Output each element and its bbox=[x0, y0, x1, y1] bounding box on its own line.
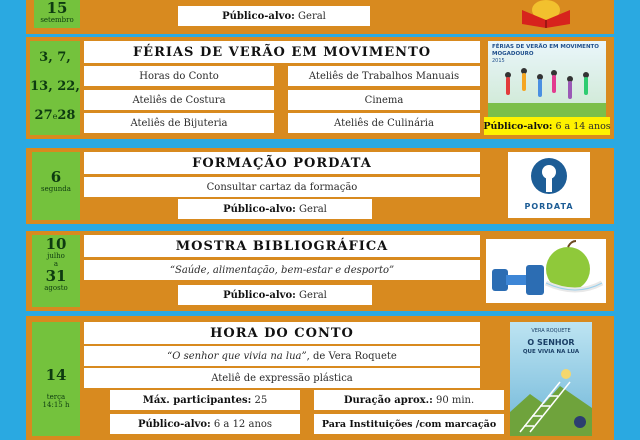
apple-dumbbell-icon bbox=[486, 239, 606, 303]
audience-box bbox=[178, 6, 370, 26]
activity-item: Ateliês de Bijuteria bbox=[84, 113, 274, 133]
dates-line-3: 27 bbox=[34, 107, 53, 123]
event-date bbox=[32, 152, 80, 220]
date-weekday: segunda bbox=[41, 185, 71, 193]
cover-title-2: QUE VIVIA NA LUA bbox=[522, 349, 580, 355]
audience-label: Público-alvo: bbox=[137, 418, 211, 430]
date-weekday: terça bbox=[46, 393, 66, 401]
date-start: 10 bbox=[45, 235, 67, 253]
dates-line-1: 3, 7, bbox=[39, 50, 71, 65]
max-participants-box bbox=[110, 390, 300, 410]
book-reading-icon bbox=[514, 0, 578, 28]
book-title: “O senhor que vivia na lua” bbox=[167, 350, 307, 362]
event-date bbox=[34, 0, 80, 28]
audience-value: Geral bbox=[299, 289, 327, 301]
event-panel-formacao-pordata bbox=[26, 148, 614, 224]
book-line bbox=[84, 346, 480, 366]
poster-place: MOGADOURO bbox=[492, 51, 534, 57]
poster-year: 2015 bbox=[492, 58, 505, 64]
event-panel-hora-do-conto bbox=[26, 316, 614, 440]
event-title: FORMAÇÃO PORDATA bbox=[84, 152, 480, 174]
event-dates bbox=[30, 41, 80, 135]
audience-value: 6 a 14 anos bbox=[555, 120, 611, 132]
children-jumping-illustration bbox=[488, 41, 606, 117]
event-title: MOSTRA BIBLIOGRÁFICA bbox=[84, 235, 480, 257]
cover-author: VERA ROQUETE bbox=[531, 328, 571, 334]
registration-text: Para Instituições /com marcação bbox=[321, 418, 497, 430]
audience-label: Público-alvo: bbox=[483, 120, 553, 132]
cover-title-1: O SENHOR bbox=[527, 338, 575, 347]
book-author: , de Vera Roquete bbox=[306, 350, 397, 362]
month-start: julho bbox=[47, 252, 65, 260]
ferias-poster-image bbox=[488, 41, 606, 117]
event-panel-mostra-bibliografica bbox=[26, 231, 614, 311]
month-end: agosto bbox=[44, 283, 68, 292]
event-subtitle: Consultar cartaz da formação bbox=[84, 177, 480, 197]
date-month: setembro bbox=[40, 16, 74, 24]
dates-sep: e bbox=[52, 111, 58, 121]
audience-value: 6 a 12 anos bbox=[213, 418, 273, 430]
cover-illustration bbox=[510, 322, 592, 436]
event-title: HORA DO CONTO bbox=[84, 322, 480, 344]
event-time: 14:15 h bbox=[42, 401, 70, 410]
dates-line-2: 13, 22, bbox=[30, 78, 80, 94]
event-date-range bbox=[32, 235, 80, 307]
dates-line-4: 28 bbox=[57, 107, 76, 123]
event-date bbox=[32, 322, 80, 436]
event-title: FÉRIAS DE VERÃO EM MOVIMENTO bbox=[84, 41, 480, 63]
range-sep: a bbox=[53, 260, 59, 269]
keyhole-icon bbox=[508, 152, 590, 200]
audience-box bbox=[178, 285, 372, 305]
audience-label: Público-alvo: bbox=[223, 203, 296, 215]
poster-title: FÉRIAS DE VERÃO EM MOVIMENTO bbox=[492, 44, 599, 50]
event-panel-ferias-verao bbox=[26, 37, 614, 139]
audience-value: Geral bbox=[299, 203, 327, 215]
book-cover-image bbox=[510, 322, 592, 436]
duration-label: Duração aprox.: bbox=[343, 394, 433, 406]
max-label: Máx. participantes: bbox=[142, 394, 252, 406]
date-end: 31 bbox=[45, 266, 67, 285]
audience-label: Público-alvo: bbox=[223, 289, 296, 301]
date-day: 14 bbox=[45, 366, 67, 384]
audience-box bbox=[178, 199, 372, 219]
activity-item: Horas do Conto bbox=[84, 66, 274, 86]
audience-value: Geral bbox=[298, 10, 326, 22]
duration-box bbox=[314, 390, 504, 410]
activity-item: Ateliês de Culinária bbox=[288, 113, 480, 133]
logo-text: PORDATA bbox=[524, 202, 574, 211]
audience-box bbox=[484, 117, 610, 135]
audience-label: Público-alvo: bbox=[222, 10, 295, 22]
date-day: 15 bbox=[46, 0, 68, 17]
registration-box bbox=[314, 414, 504, 434]
event-panel-15-setembro bbox=[26, 0, 614, 34]
pordata-logo bbox=[508, 152, 590, 218]
event-subtitle: “Saúde, alimentação, bem-estar e desporto” bbox=[84, 260, 480, 280]
date-day: 6 bbox=[50, 168, 62, 186]
activity-item: Ateliês de Trabalhos Manuais bbox=[288, 66, 480, 86]
max-value: 25 bbox=[254, 394, 268, 406]
audience-box bbox=[110, 414, 300, 434]
workshop-line: Ateliê de expressão plástica bbox=[84, 368, 480, 388]
activity-item: Ateliês de Costura bbox=[84, 90, 274, 110]
activity-item: Cinema bbox=[288, 90, 480, 110]
duration-value: 90 min. bbox=[435, 394, 475, 406]
